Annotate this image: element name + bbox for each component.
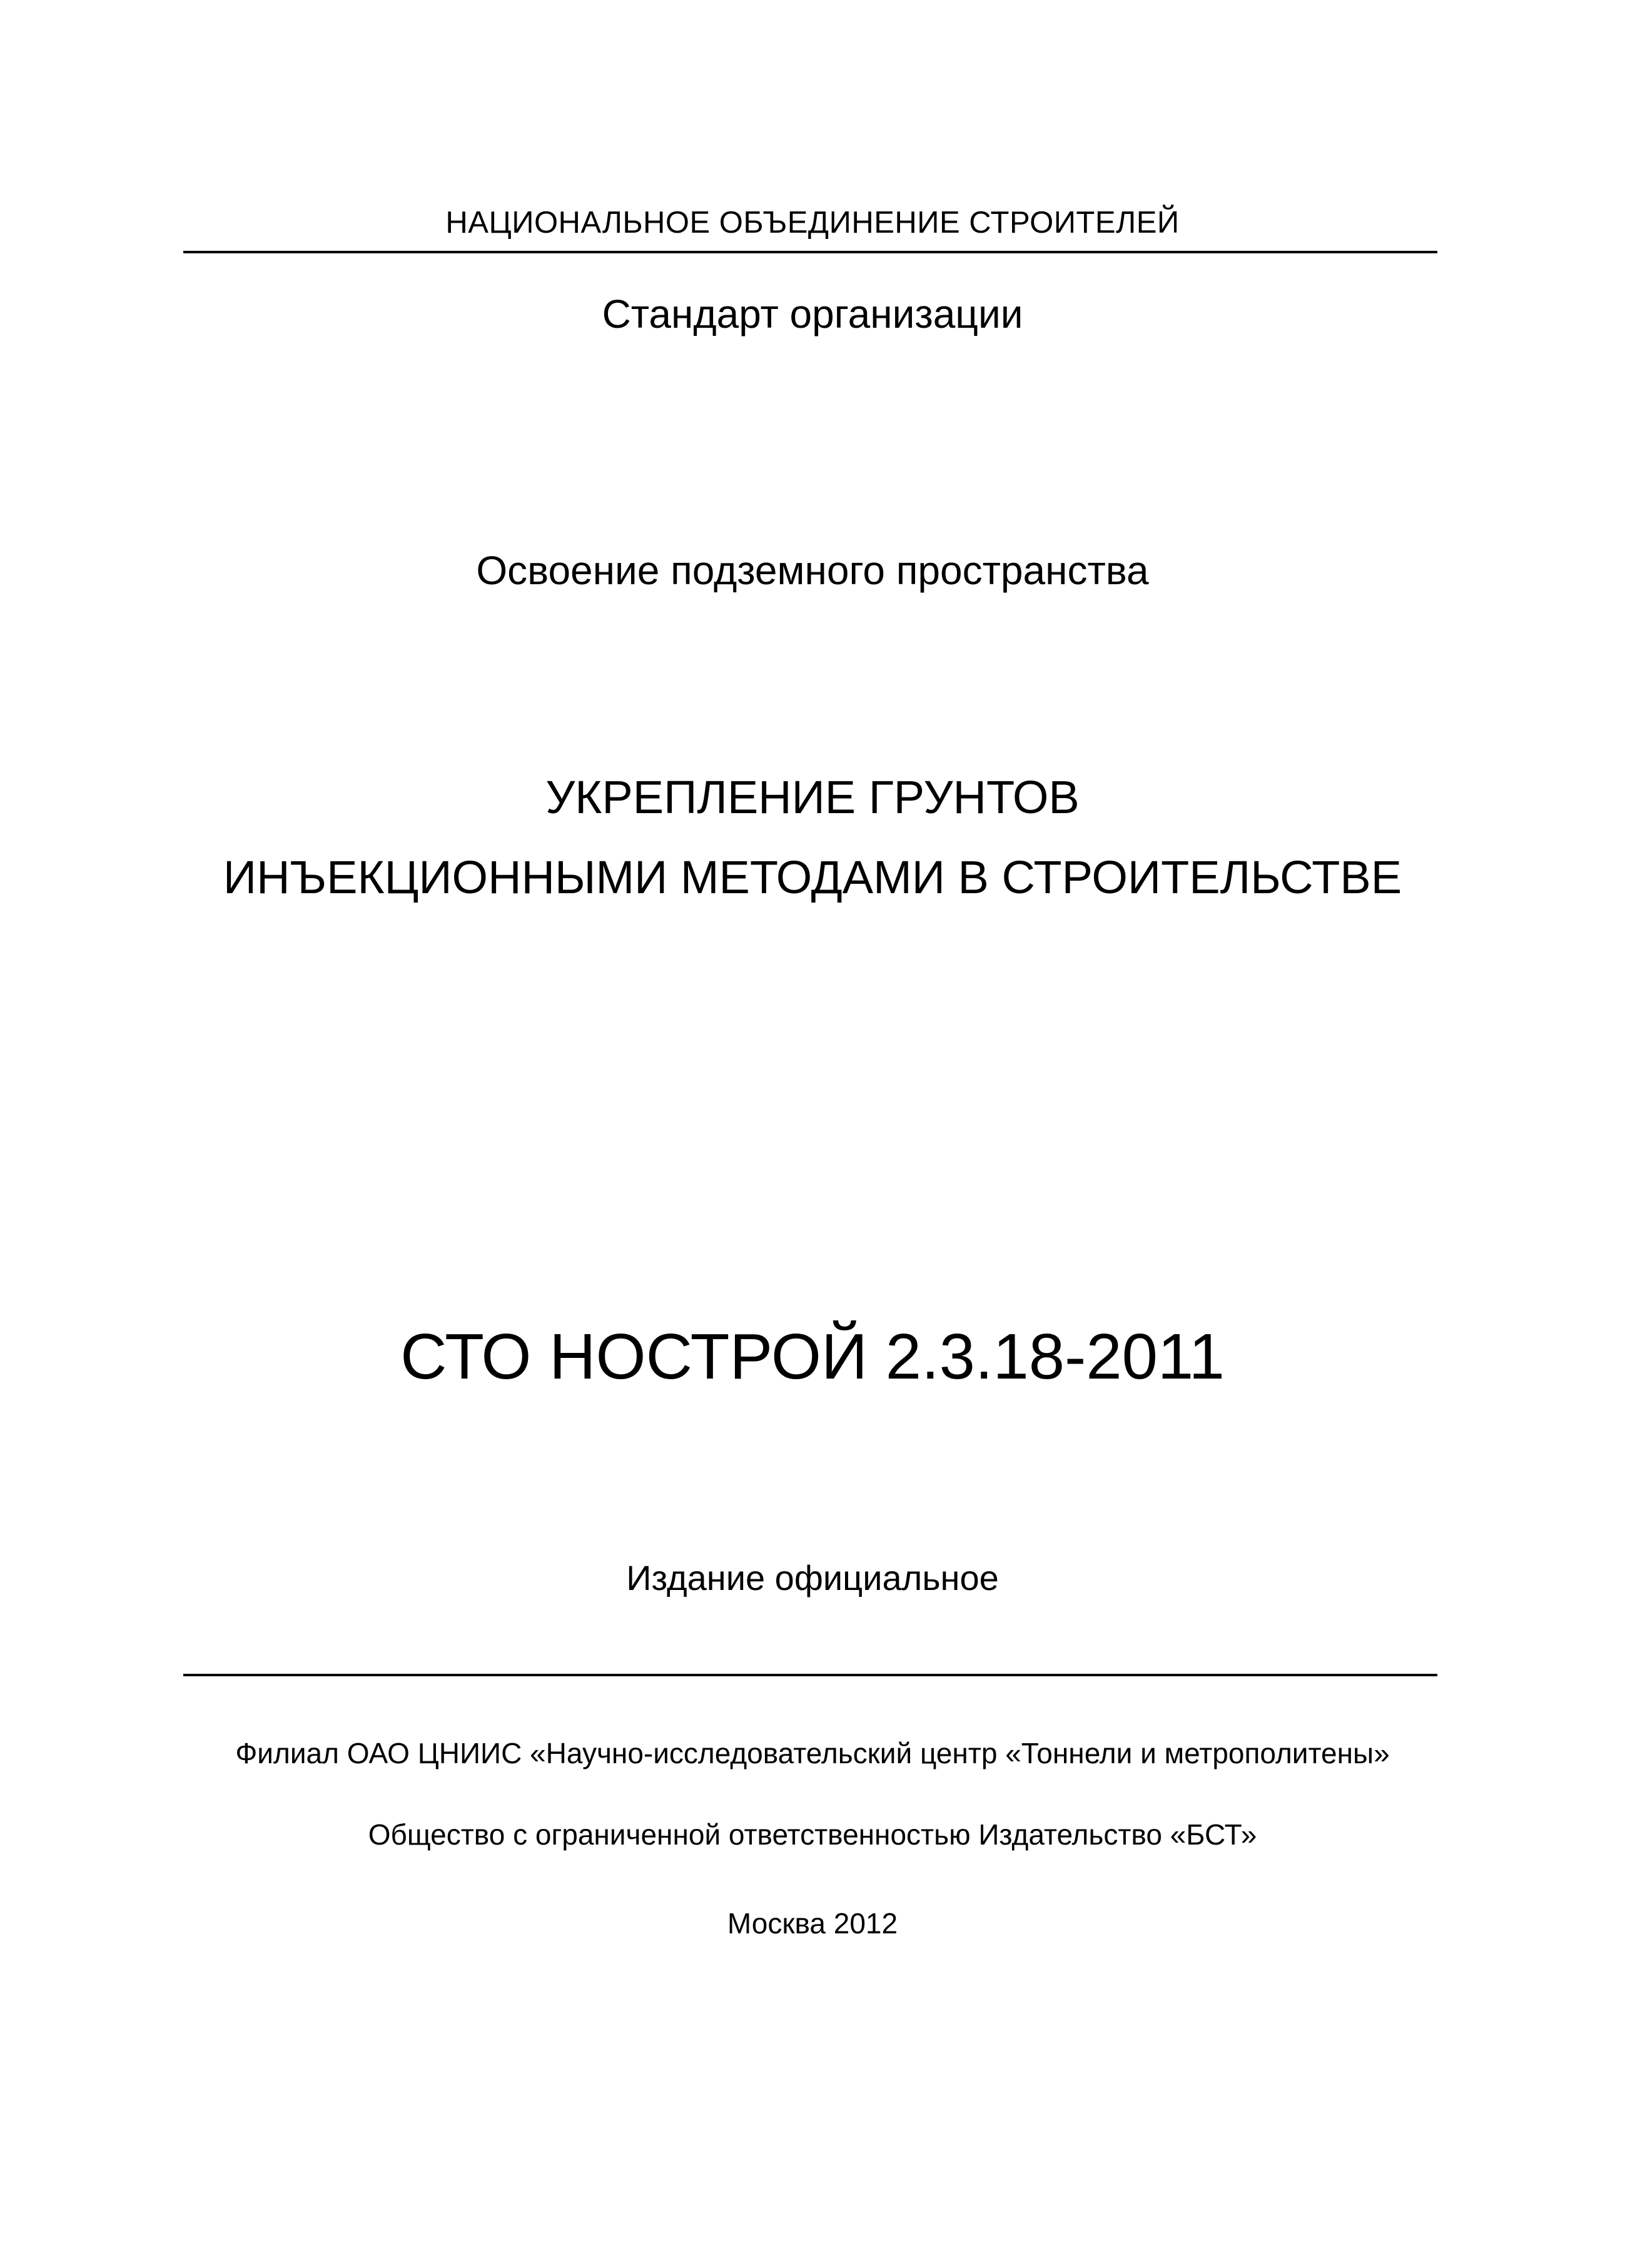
standard-code: СТО НОСТРОЙ 2.3.18-2011	[400, 1320, 1225, 1392]
title-line-2: ИНЪЕКЦИОННЫМИ МЕТОДАМИ В СТРОИТЕЛЬСТВЕ	[223, 851, 1402, 903]
title-line-1: УКРЕПЛЕНИЕ ГРУНТОВ	[545, 771, 1080, 823]
bottom-divider	[183, 1674, 1437, 1676]
organization-name: НАЦИОНАЛЬНОЕ ОБЪЕДИНЕНИЕ СТРОИТЕЛЕЙ	[445, 206, 1180, 240]
document-type: Стандарт организации	[602, 291, 1023, 337]
top-divider	[183, 251, 1437, 253]
publisher-line-2: Общество с ограниченной ответственностью Издательство «БСТ»	[368, 1818, 1257, 1851]
standard-series: Освоение подземного пространства	[476, 548, 1149, 593]
edition-label: Издание официальное	[626, 1558, 999, 1597]
place-and-year: Москва 2012	[727, 1907, 898, 1940]
publisher-line-1: Филиал ОАО ЦНИИС «Научно-исследовательский центр «Тоннели и метрополитены»	[235, 1737, 1390, 1769]
